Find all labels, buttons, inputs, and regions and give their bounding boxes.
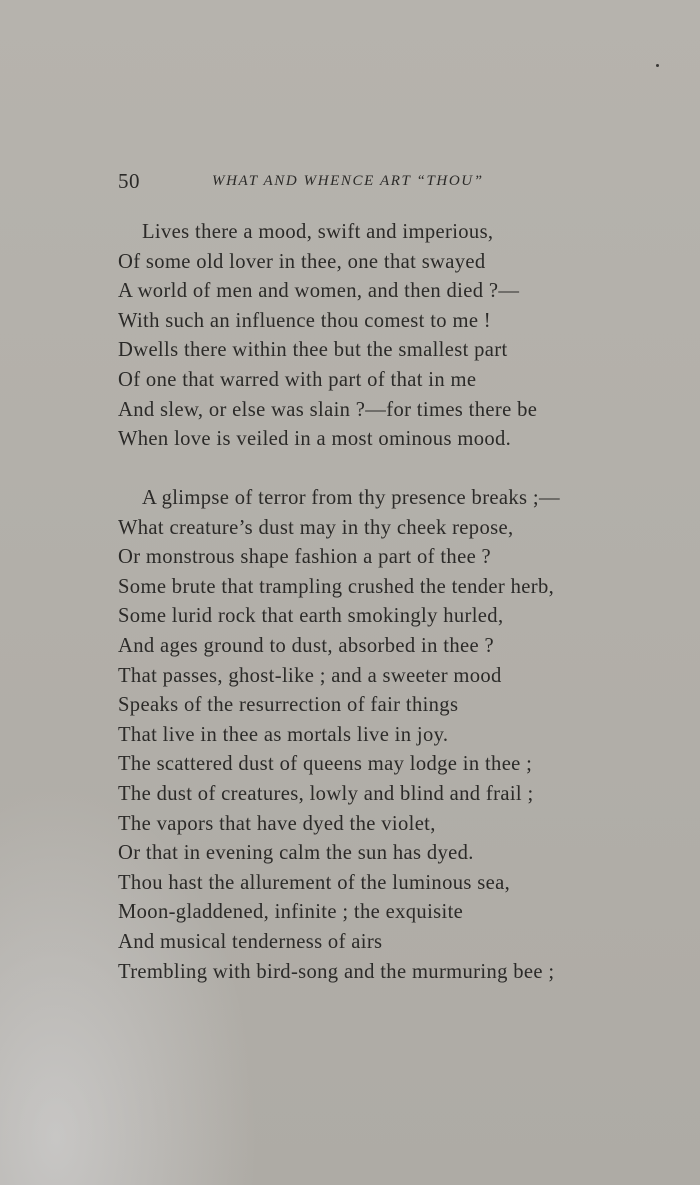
poem-line: Dwells there within thee but the smallest part xyxy=(118,339,508,362)
poem-line: Some brute that trampling crushed the tender herb, xyxy=(118,575,555,598)
poem-line: With such an influence thou comest to me ! xyxy=(118,309,492,332)
poem-line: Speaks of the resurrection of fair things xyxy=(118,694,459,717)
poem-line: And slew, or else was slain ?—for times there be xyxy=(118,398,538,421)
running-title: WHAT AND WHENCE ART “THOU” xyxy=(212,173,484,189)
poem-line: What creature’s dust may in thy cheek repose, xyxy=(118,516,514,539)
poem-line: Moon-gladdened, infinite ; the exquisite xyxy=(118,901,464,924)
poem-line: Lives there a mood, swift and imperious, xyxy=(142,221,494,243)
ink-speck xyxy=(656,64,659,67)
poem-line: When love is veiled in a most ominous mood. xyxy=(118,428,512,451)
poem-line: And ages ground to dust, absorbed in thee ? xyxy=(118,634,494,657)
poem-line: Trembling with bird-song and the murmuring bee ; xyxy=(118,960,555,983)
stanza-1 xyxy=(118,218,638,455)
poem-line: The dust of creatures, lowly and blind and frail ; xyxy=(118,782,534,805)
poem-line: A world of men and women, and then died ?— xyxy=(118,280,520,303)
page-number: 50 xyxy=(118,169,140,193)
poem-line: That live in thee as mortals live in joy. xyxy=(118,723,449,746)
poem-line: Or monstrous shape fashion a part of thee ? xyxy=(118,546,492,569)
poem-line: The vapors that have dyed the violet, xyxy=(118,812,436,835)
poem-line: Of some old lover in thee, one that swayed xyxy=(118,250,486,273)
poem-line: A glimpse of terror from thy presence breaks ;— xyxy=(142,487,560,509)
poem-line: And musical tenderness of airs xyxy=(118,930,383,953)
poem-line: Of one that warred with part of that in me xyxy=(118,368,477,391)
poem-line: Thou hast the allurement of the luminous sea, xyxy=(118,871,511,894)
page-header xyxy=(118,169,558,193)
poem-line: The scattered dust of queens may lodge in thee ; xyxy=(118,753,533,776)
poem-line: Or that in evening calm the sun has dyed. xyxy=(118,842,474,865)
poem-line: Some lurid rock that earth smokingly hurled, xyxy=(118,605,504,628)
stanza-2 xyxy=(118,484,638,987)
poem-line: That passes, ghost-like ; and a sweeter mood xyxy=(118,664,502,687)
